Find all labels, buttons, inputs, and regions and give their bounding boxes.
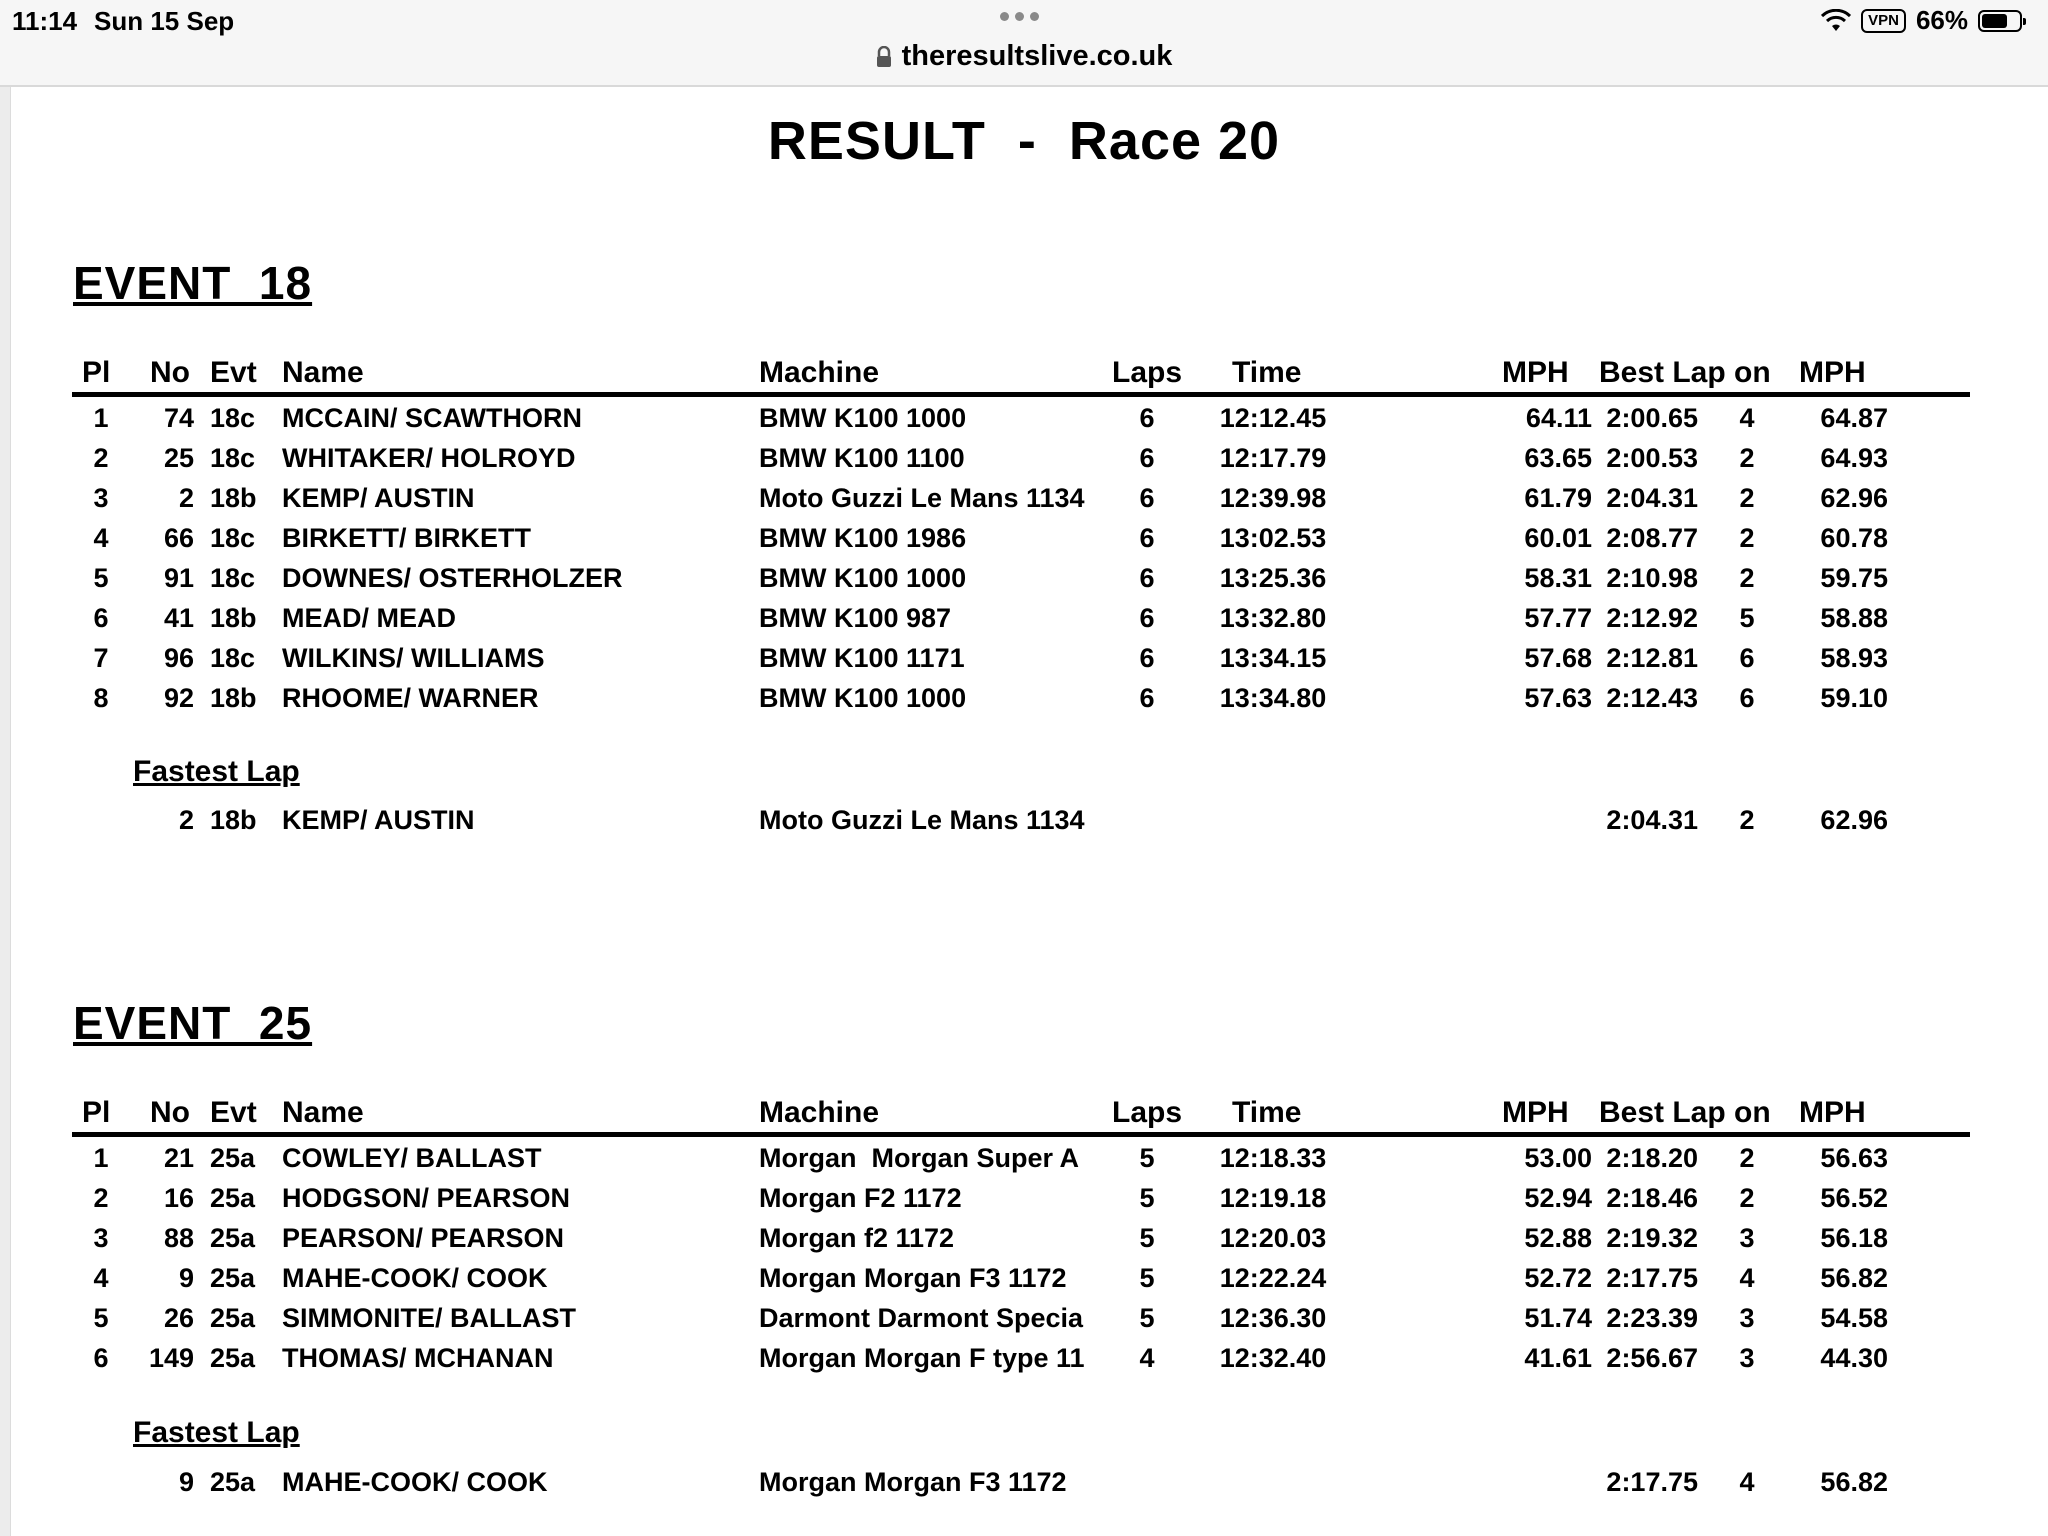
cell-best-lap: 2:12.81 xyxy=(1606,643,1698,673)
header-pl: Pl xyxy=(82,1096,111,1129)
table-row xyxy=(72,1138,1970,1178)
cell-best-mph: 56.52 xyxy=(1820,1183,1888,1213)
page-title: RESULT - Race 20 xyxy=(767,111,1281,171)
cell-time: 13:25.36 xyxy=(1219,563,1327,593)
cell-lap-on: 6 xyxy=(1739,683,1755,713)
cell-laps: 6 xyxy=(1139,523,1155,553)
cell-best-lap: 2:23.39 xyxy=(1606,1303,1698,1333)
cell-best-mph: 59.75 xyxy=(1820,563,1888,593)
cell-pl: 3 xyxy=(93,483,109,513)
cell-no: 9 xyxy=(178,1467,194,1497)
cell-name: DOWNES/ OSTERHOLZER xyxy=(282,563,623,593)
header-best-lap-on: Best Lap on xyxy=(1599,356,1771,389)
cell-no: 21 xyxy=(163,1143,194,1173)
cell-evt: 18c xyxy=(210,563,256,593)
cell-laps: 6 xyxy=(1139,603,1155,633)
battery-percent: 66% xyxy=(1915,5,1968,35)
table-row xyxy=(72,1218,1970,1258)
cell-mph: 61.79 xyxy=(1524,483,1592,513)
cell-laps: 6 xyxy=(1139,683,1155,713)
cell-best-mph: 59.10 xyxy=(1820,683,1888,713)
header-no: No xyxy=(150,356,190,389)
cell-machine: Morgan Morgan Super A xyxy=(759,1143,1080,1173)
cell-no: 9 xyxy=(178,1263,194,1293)
table-row xyxy=(72,1298,1970,1338)
table-row xyxy=(72,438,1970,478)
cell-name: PEARSON/ PEARSON xyxy=(282,1223,565,1253)
lock-icon xyxy=(876,46,892,68)
cell-best-mph: 54.58 xyxy=(1820,1303,1888,1333)
address-bar[interactable] xyxy=(0,40,2048,73)
fastest-lap-event-25 xyxy=(72,1462,1970,1502)
header-best-mph: MPH xyxy=(1799,1096,1866,1129)
cell-name: RHOOME/ WARNER xyxy=(282,683,539,713)
cell-best-lap: 2:10.98 xyxy=(1606,563,1698,593)
cell-lap-on: 5 xyxy=(1739,603,1755,633)
cell-evt: 25a xyxy=(210,1223,256,1253)
cell-machine: BMW K100 1000 xyxy=(759,403,967,433)
cell-best-mph: 44.30 xyxy=(1820,1343,1888,1373)
cell-mph: 63.65 xyxy=(1524,443,1592,473)
cell-pl: 5 xyxy=(93,1303,109,1333)
cell-laps: 6 xyxy=(1139,443,1155,473)
cell-lap-on: 4 xyxy=(1739,1467,1755,1497)
cell-mph: 58.31 xyxy=(1524,563,1592,593)
cell-lap-on: 2 xyxy=(1739,483,1755,513)
table-row xyxy=(72,1178,1970,1218)
cell-evt: 25a xyxy=(210,1303,256,1333)
cell-evt: 25a xyxy=(210,1343,256,1373)
cell-time: 13:02.53 xyxy=(1219,523,1327,553)
cell-laps: 6 xyxy=(1139,643,1155,673)
cell-machine: Morgan Morgan F type 11 xyxy=(759,1343,1085,1373)
cell-evt: 18b xyxy=(210,683,257,713)
cell-best-lap: 2:17.75 xyxy=(1606,1263,1698,1293)
browser-top-bar xyxy=(0,0,2048,87)
status-time: 11:14 xyxy=(12,6,78,36)
cell-lap-on: 2 xyxy=(1739,1183,1755,1213)
page-left-edge xyxy=(0,87,11,1536)
cell-best-mph: 64.93 xyxy=(1820,443,1888,473)
cell-name: WHITAKER/ HOLROYD xyxy=(282,443,576,473)
cell-lap-on: 2 xyxy=(1739,563,1755,593)
cell-name: KEMP/ AUSTIN xyxy=(282,805,475,835)
header-mph: MPH xyxy=(1502,356,1569,389)
cell-name: MAHE-COOK/ COOK xyxy=(282,1467,548,1497)
cell-lap-on: 6 xyxy=(1739,643,1755,673)
cell-name: MAHE-COOK/ COOK xyxy=(282,1263,548,1293)
header-time: Time xyxy=(1232,1096,1302,1129)
fastest-lap-heading: Fastest Lap xyxy=(133,755,300,788)
header-no: No xyxy=(150,1096,190,1129)
cell-best-mph: 62.96 xyxy=(1820,483,1888,513)
cell-time: 12:18.33 xyxy=(1219,1143,1327,1173)
table-header xyxy=(72,1094,1970,1137)
cell-evt: 18c xyxy=(210,403,256,433)
table-header xyxy=(72,354,1970,397)
cell-mph: 52.88 xyxy=(1524,1223,1592,1253)
cell-best-lap: 2:18.20 xyxy=(1606,1143,1698,1173)
cell-lap-on: 3 xyxy=(1739,1303,1755,1333)
cell-machine: Moto Guzzi Le Mans 1134 xyxy=(759,805,1085,835)
table-row xyxy=(72,398,1970,438)
cell-pl: 8 xyxy=(93,683,109,713)
cell-evt: 18c xyxy=(210,523,256,553)
table-row xyxy=(72,638,1970,678)
cell-no: 41 xyxy=(163,603,194,633)
cell-laps: 5 xyxy=(1139,1303,1155,1333)
wifi-icon xyxy=(1821,9,1851,33)
table-row xyxy=(72,1338,1970,1378)
fastest-lap-event-18 xyxy=(72,800,1970,840)
cell-mph: 52.94 xyxy=(1524,1183,1592,1213)
cell-lap-on: 2 xyxy=(1739,443,1755,473)
header-machine: Machine xyxy=(759,1096,880,1129)
cell-name: COWLEY/ BALLAST xyxy=(282,1143,542,1173)
cell-time: 12:17.79 xyxy=(1219,443,1327,473)
cell-mph: 57.77 xyxy=(1524,603,1592,633)
cell-evt: 18c xyxy=(210,443,256,473)
cell-name: MEAD/ MEAD xyxy=(282,603,456,633)
cell-laps: 5 xyxy=(1139,1143,1155,1173)
cell-machine: Moto Guzzi Le Mans 1134 xyxy=(759,483,1085,513)
table-row xyxy=(72,1258,1970,1298)
cell-best-lap: 2:56.67 xyxy=(1606,1343,1698,1373)
cell-pl: 6 xyxy=(93,603,109,633)
cell-name: THOMAS/ MCHANAN xyxy=(282,1343,554,1373)
cell-mph: 57.68 xyxy=(1524,643,1592,673)
cell-lap-on: 4 xyxy=(1739,403,1755,433)
cell-evt: 25a xyxy=(210,1467,256,1497)
cell-pl: 2 xyxy=(93,1183,109,1213)
cell-lap-on: 4 xyxy=(1739,1263,1755,1293)
table-row xyxy=(72,678,1970,718)
cell-machine: BMW K100 1171 xyxy=(759,643,965,673)
cell-pl: 5 xyxy=(93,563,109,593)
cell-pl: 1 xyxy=(93,1143,109,1173)
battery-icon xyxy=(1978,10,2022,32)
cell-best-mph: 60.78 xyxy=(1820,523,1888,553)
cell-best-mph: 56.18 xyxy=(1820,1223,1888,1253)
cell-best-mph: 58.88 xyxy=(1820,603,1888,633)
cell-best-lap: 2:04.31 xyxy=(1606,805,1698,835)
cell-laps: 4 xyxy=(1139,1343,1155,1373)
cell-laps: 5 xyxy=(1139,1223,1155,1253)
cell-time: 13:32.80 xyxy=(1219,603,1327,633)
header-time: Time xyxy=(1232,356,1302,389)
cell-pl: 4 xyxy=(93,1263,109,1293)
cell-machine: Morgan Morgan F3 1172 xyxy=(759,1467,1067,1497)
header-best-mph: MPH xyxy=(1799,356,1866,389)
cell-best-lap: 2:00.65 xyxy=(1606,403,1698,433)
cell-best-lap: 2:17.75 xyxy=(1606,1467,1698,1497)
multitasking-dots-icon[interactable] xyxy=(1000,12,1039,21)
cell-mph: 57.63 xyxy=(1524,683,1592,713)
cell-best-lap: 2:12.92 xyxy=(1606,603,1698,633)
cell-machine: BMW K100 1100 xyxy=(759,443,965,473)
cell-mph: 51.74 xyxy=(1524,1303,1592,1333)
cell-no: 96 xyxy=(163,643,194,673)
cell-laps: 6 xyxy=(1139,403,1155,433)
cell-mph: 64.11 xyxy=(1525,403,1592,433)
cell-machine: Morgan Morgan F3 1172 xyxy=(759,1263,1067,1293)
cell-pl: 4 xyxy=(93,523,109,553)
cell-machine: Morgan F2 1172 xyxy=(759,1183,962,1213)
header-evt: Evt xyxy=(210,1096,257,1129)
cell-mph: 53.00 xyxy=(1524,1143,1592,1173)
cell-time: 12:32.40 xyxy=(1219,1343,1327,1373)
cell-evt: 25a xyxy=(210,1143,256,1173)
cell-no: 2 xyxy=(178,805,194,835)
cell-best-mph: 62.96 xyxy=(1820,805,1888,835)
event-heading: EVENT 18 xyxy=(73,257,313,309)
cell-best-mph: 56.82 xyxy=(1820,1263,1888,1293)
cell-best-lap: 2:19.32 xyxy=(1606,1223,1698,1253)
cell-machine: BMW K100 1000 xyxy=(759,563,967,593)
cell-best-mph: 56.82 xyxy=(1820,1467,1888,1497)
table-row xyxy=(72,558,1970,598)
event-heading: EVENT 25 xyxy=(73,997,313,1049)
cell-lap-on: 2 xyxy=(1739,523,1755,553)
cell-machine: Morgan f2 1172 xyxy=(759,1223,955,1253)
cell-time: 13:34.15 xyxy=(1219,643,1327,673)
cell-pl: 2 xyxy=(93,443,109,473)
header-name: Name xyxy=(282,1096,364,1129)
cell-laps: 6 xyxy=(1139,483,1155,513)
cell-mph: 52.72 xyxy=(1524,1263,1592,1293)
cell-no: 25 xyxy=(163,443,194,473)
cell-best-mph: 64.87 xyxy=(1820,403,1888,433)
cell-no: 2 xyxy=(178,483,194,513)
status-date: Sun 15 Sep xyxy=(94,6,235,36)
header-machine: Machine xyxy=(759,356,880,389)
header-laps: Laps xyxy=(1112,1096,1183,1129)
cell-time: 12:12.45 xyxy=(1219,403,1327,433)
cell-name: SIMMONITE/ BALLAST xyxy=(282,1303,576,1333)
cell-no: 66 xyxy=(163,523,194,553)
cell-machine: BMW K100 1000 xyxy=(759,683,967,713)
cell-no: 26 xyxy=(163,1303,194,1333)
cell-no: 16 xyxy=(163,1183,194,1213)
cell-machine: BMW K100 1986 xyxy=(759,523,967,553)
cell-best-lap: 2:04.31 xyxy=(1606,483,1698,513)
cell-best-mph: 56.63 xyxy=(1820,1143,1888,1173)
cell-evt: 25a xyxy=(210,1263,256,1293)
table-row xyxy=(72,478,1970,518)
cell-evt: 18b xyxy=(210,805,257,835)
header-best-lap-on: Best Lap on xyxy=(1599,1096,1771,1129)
cell-name: HODGSON/ PEARSON xyxy=(282,1183,571,1213)
cell-time: 12:20.03 xyxy=(1219,1223,1327,1253)
cell-evt: 18c xyxy=(210,643,256,673)
cell-no: 149 xyxy=(148,1343,194,1373)
cell-mph: 41.61 xyxy=(1524,1343,1592,1373)
cell-best-lap: 2:00.53 xyxy=(1606,443,1698,473)
status-indicators xyxy=(1821,5,2022,36)
cell-lap-on: 3 xyxy=(1739,1343,1755,1373)
cell-laps: 5 xyxy=(1139,1183,1155,1213)
cell-best-lap: 2:12.43 xyxy=(1606,683,1698,713)
cell-laps: 6 xyxy=(1139,563,1155,593)
cell-best-mph: 58.93 xyxy=(1820,643,1888,673)
table-row xyxy=(72,518,1970,558)
cell-lap-on: 2 xyxy=(1739,1143,1755,1173)
cell-no: 88 xyxy=(163,1223,194,1253)
cell-time: 12:19.18 xyxy=(1219,1183,1327,1213)
cell-name: BIRKETT/ BIRKETT xyxy=(282,523,531,553)
results-table-event-18 xyxy=(72,354,1970,718)
cell-mph: 60.01 xyxy=(1524,523,1592,553)
fastest-lap-heading: Fastest Lap xyxy=(133,1416,300,1449)
cell-evt: 18b xyxy=(210,483,257,513)
cell-time: 12:39.98 xyxy=(1219,483,1327,513)
cell-time: 12:36.30 xyxy=(1219,1303,1327,1333)
header-evt: Evt xyxy=(210,356,257,389)
cell-best-lap: 2:18.46 xyxy=(1606,1183,1698,1213)
cell-laps: 5 xyxy=(1139,1263,1155,1293)
cell-time: 13:34.80 xyxy=(1219,683,1327,713)
fastest-lap-row xyxy=(72,800,1970,840)
results-table-event-25 xyxy=(72,1094,1970,1378)
cell-pl: 6 xyxy=(93,1343,109,1373)
cell-pl: 3 xyxy=(93,1223,109,1253)
cell-lap-on: 2 xyxy=(1739,805,1755,835)
cell-no: 91 xyxy=(163,563,194,593)
cell-no: 92 xyxy=(163,683,194,713)
cell-evt: 18b xyxy=(210,603,257,633)
header-name: Name xyxy=(282,356,364,389)
cell-name: MCCAIN/ SCAWTHORN xyxy=(282,403,582,433)
cell-no: 74 xyxy=(163,403,194,433)
cell-pl: 1 xyxy=(93,403,109,433)
cell-name: KEMP/ AUSTIN xyxy=(282,483,475,513)
vpn-badge: VPN xyxy=(1861,9,1906,33)
url-text: theresultslive.co.uk xyxy=(901,40,1173,72)
cell-best-lap: 2:08.77 xyxy=(1606,523,1698,553)
header-pl: Pl xyxy=(82,356,111,389)
header-laps: Laps xyxy=(1112,356,1183,389)
cell-evt: 25a xyxy=(210,1183,256,1213)
fastest-lap-row xyxy=(72,1462,1970,1502)
cell-pl: 7 xyxy=(93,643,109,673)
cell-machine: Darmont Darmont Specia xyxy=(759,1303,1084,1333)
cell-lap-on: 3 xyxy=(1739,1223,1755,1253)
cell-machine: BMW K100 987 xyxy=(759,603,952,633)
cell-name: WILKINS/ WILLIAMS xyxy=(282,643,545,673)
header-mph: MPH xyxy=(1502,1096,1569,1129)
table-row xyxy=(72,598,1970,638)
cell-time: 12:22.24 xyxy=(1219,1263,1327,1293)
